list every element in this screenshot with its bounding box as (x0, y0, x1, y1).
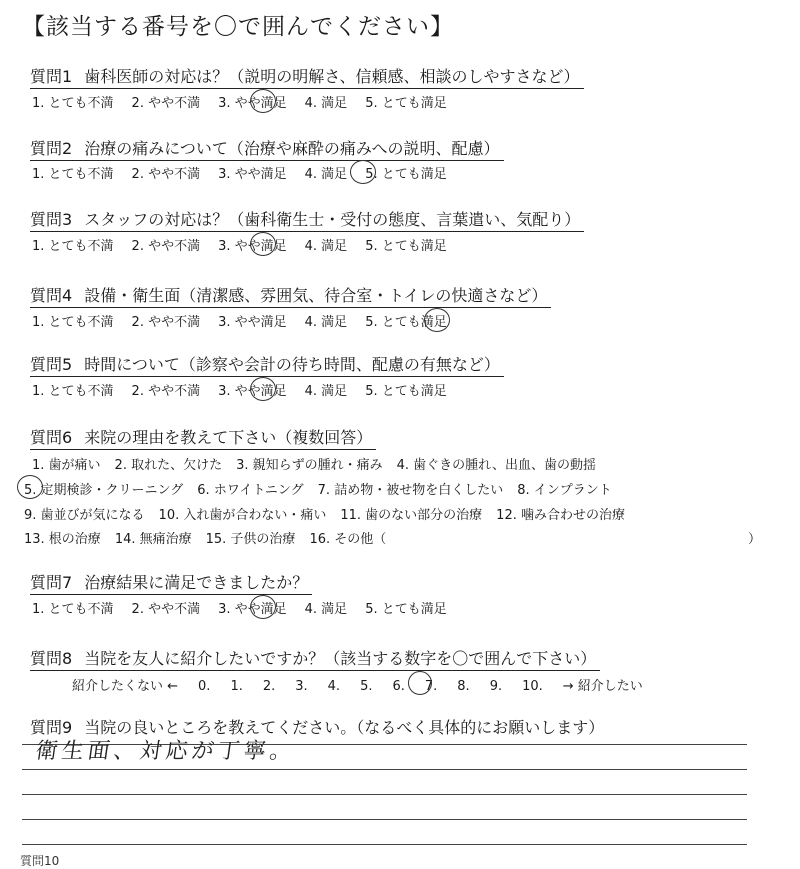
next-question-cut: 質問10 (20, 854, 60, 868)
option-5[interactable]: 5. とても満足 (365, 602, 447, 617)
option-3[interactable]: 3. やや満足 (218, 96, 287, 111)
reason-option[interactable]: 8. インプラント (517, 483, 612, 498)
reason-option[interactable]: 1. 歯が痛い (32, 458, 101, 473)
reason-option[interactable]: 14. 無痛治療 (114, 532, 192, 547)
q6-row-4 (24, 528, 400, 547)
scale-value[interactable]: 10. (522, 679, 543, 694)
reason-option[interactable]: 2. 取れた、欠けた (114, 458, 223, 473)
question-1 (30, 64, 584, 89)
reason-option[interactable]: 9. 歯並びが気になる (24, 508, 145, 523)
recommend-scale (72, 675, 663, 694)
scale-right-label: → 紹介したい (562, 679, 643, 694)
scale-value[interactable]: 5. (360, 679, 373, 694)
question-text: 当院を友人に紹介したいですか？（該当する数字を〇で囲んで下さい） (84, 649, 597, 668)
option-5[interactable]: 5. とても満足 (365, 167, 447, 182)
option-2[interactable]: 2. やや不満 (131, 96, 201, 111)
question-7 (30, 570, 312, 595)
option-5[interactable]: 5. とても満足 (365, 315, 447, 330)
scale-left-label: 紹介したくない ← (72, 679, 179, 694)
question-number: 質問7 (30, 573, 73, 592)
option-1[interactable]: 1. とても不満 (32, 602, 114, 617)
option-2[interactable]: 2. やや不満 (131, 315, 201, 330)
scale-value[interactable]: 4. (327, 679, 341, 694)
reason-option[interactable]: 7. 詰め物・被せ物を白くしたい (317, 483, 504, 498)
question-3 (30, 207, 584, 232)
question-number: 質問8 (30, 649, 73, 668)
option-3[interactable]: 3. やや満足 (218, 239, 287, 254)
question-number: 質問1 (30, 67, 73, 86)
option-2[interactable]: 2. やや不満 (131, 602, 201, 617)
scale-value[interactable]: 2. (262, 679, 276, 694)
scale-value[interactable]: 3. (295, 679, 308, 694)
option-2[interactable]: 2. やや不満 (131, 239, 201, 254)
options-q3 (32, 235, 465, 254)
question-6 (30, 425, 376, 450)
option-3[interactable]: 3. やや満足 (218, 384, 287, 399)
reason-option[interactable]: 16. その他（ (309, 532, 387, 547)
question-number: 質問5 (30, 355, 73, 374)
option-2[interactable]: 2. やや不満 (131, 384, 201, 399)
answer-circle-q4 (424, 308, 450, 332)
reason-option[interactable]: 10. 入れ歯が合わない・痛い (158, 508, 327, 523)
option-4[interactable]: 4. 満足 (304, 384, 348, 399)
question-text: スタッフの対応は？（歯科衛生士・受付の態度、言葉遣い、気配り） (84, 210, 581, 229)
answer-line (22, 844, 747, 845)
answer-line (22, 769, 747, 770)
question-8 (30, 646, 600, 671)
option-5[interactable]: 5. とても満足 (365, 96, 447, 111)
question-number: 質問4 (30, 286, 73, 305)
scale-value[interactable]: 0. (198, 679, 211, 694)
question-text: 時間について（診察や会計の待ち時間、配慮の有無など） (84, 355, 500, 374)
scale-value[interactable]: 6. (392, 679, 405, 694)
answer-circle-q6 (17, 475, 43, 499)
question-5 (30, 352, 504, 377)
reason-option[interactable]: 12. 噛み合わせの治療 (496, 508, 625, 523)
reason-option[interactable]: 11. 歯のない部分の治療 (340, 508, 483, 523)
answer-line (22, 794, 747, 795)
option-4[interactable]: 4. 満足 (304, 602, 348, 617)
question-4 (30, 283, 551, 308)
answer-circle-q7 (250, 595, 276, 619)
question-text: 来院の理由を教えて下さい（複数回答） (84, 428, 373, 447)
reason-option[interactable]: 13. 根の治療 (24, 532, 101, 547)
question-number: 質問2 (30, 139, 73, 158)
answer-circle-q3 (250, 232, 276, 256)
page-title: 【該当する番号を〇で囲んでください】 (22, 14, 454, 40)
question-number: 質問6 (30, 428, 73, 447)
option-3[interactable]: 3. やや満足 (218, 315, 287, 330)
option-1[interactable]: 1. とても不満 (32, 315, 114, 330)
q6-row-2 (24, 479, 626, 498)
options-q2 (32, 163, 465, 182)
question-text: 設備・衛生面（清潔感、雰囲気、待合室・トイレの快適さなど） (84, 286, 548, 305)
other-close-paren: ） (748, 532, 762, 547)
reason-option[interactable]: 6. ホワイトニング (197, 483, 304, 498)
options-q1 (32, 92, 465, 111)
answer-circle-q2 (350, 160, 376, 184)
option-2[interactable]: 2. やや不満 (131, 167, 201, 182)
option-1[interactable]: 1. とても不満 (32, 384, 114, 399)
reason-option[interactable]: 3. 親知らずの腫れ・痛み (236, 458, 383, 473)
option-1[interactable]: 1. とても不満 (32, 239, 114, 254)
scale-value[interactable]: 7. (424, 679, 438, 694)
scale-value[interactable]: 1. (230, 679, 243, 694)
answer-circle-q5 (250, 377, 276, 401)
reason-option[interactable]: 4. 歯ぐきの腫れ、出血、歯の動揺 (396, 458, 596, 473)
option-3[interactable]: 3. やや満足 (218, 167, 287, 182)
option-4[interactable]: 4. 満足 (304, 96, 348, 111)
option-4[interactable]: 4. 満足 (304, 167, 348, 182)
question-text: 当院の良いところを教えてください。（なるべく具体的にお願いします） (84, 718, 605, 737)
reason-option[interactable]: 15. 子供の治療 (205, 532, 296, 547)
option-5[interactable]: 5. とても満足 (365, 239, 447, 254)
q6-row-1 (32, 454, 610, 473)
option-5[interactable]: 5. とても満足 (365, 384, 447, 399)
question-text: 歯科医師の対応は？（説明の明解さ、信頼感、相談のしやすさなど） (84, 67, 580, 86)
option-1[interactable]: 1. とても不満 (32, 96, 114, 111)
option-3[interactable]: 3. やや満足 (218, 602, 287, 617)
reason-option[interactable]: 5. 定期検診・クリーニング (24, 483, 184, 498)
option-4[interactable]: 4. 満足 (304, 239, 348, 254)
question-text: 治療結果に満足できましたか？ (84, 573, 309, 592)
options-q4 (32, 311, 465, 330)
options-q7 (32, 598, 465, 617)
question-text: 治療の痛みについて（治療や麻酔の痛みへの説明、配慮） (84, 139, 500, 158)
scale-value[interactable]: 8. (457, 679, 470, 694)
question-number: 質問9 (30, 718, 73, 737)
question-2 (30, 136, 504, 161)
option-1[interactable]: 1. とても不満 (32, 167, 114, 182)
answer-line (22, 819, 747, 820)
question-number: 質問3 (30, 210, 73, 229)
answer-circle-q8 (408, 671, 432, 695)
answer-circle-q1 (250, 89, 276, 113)
option-4[interactable]: 4. 満足 (304, 315, 348, 330)
options-q5 (32, 380, 465, 399)
q6-row-3 (24, 504, 639, 523)
handwritten-answer[interactable]: 衛生面、対応が丁寧。 (33, 739, 298, 764)
scale-value[interactable]: 9. (489, 679, 503, 694)
